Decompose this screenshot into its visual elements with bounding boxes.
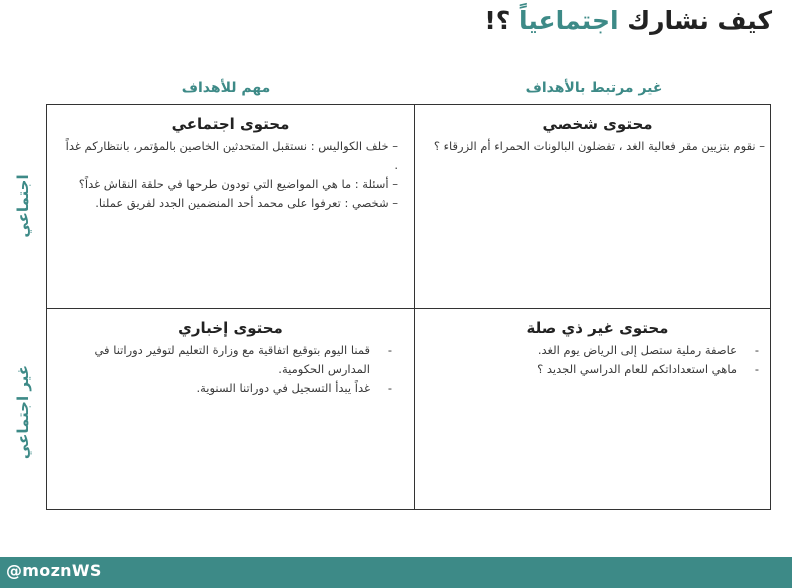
list-item: – خلف الكواليس : نستقبل المتحدثين الخاصين بالمؤتمر، بانتظاركم غداً . — [65, 139, 398, 172]
cell-list — [61, 137, 400, 213]
list-item: - غداً يبدأ التسجيل في دوراتنا السنوية. — [61, 379, 400, 398]
row-label-non-social: غير اجتماعي — [14, 364, 32, 460]
list-item: – أسئلة : ما هي المواضيع التي تودون طرحها في حلقة النقاش غداً؟ — [78, 177, 398, 191]
cell-irrelevant-content — [414, 309, 781, 512]
footer-bar — [0, 557, 792, 588]
list-item: – شخصي : تعرفوا على محمد أحد المنضمين الجدد لفريق عملنا. — [95, 196, 398, 210]
title-suffix: ؟! — [484, 6, 519, 35]
cell-personal-content — [414, 105, 781, 308]
cell-title: محتوى اجتماعي — [171, 115, 290, 133]
cell-list — [428, 137, 767, 156]
cell-title: محتوى غير ذي صلة — [526, 319, 669, 337]
title-prefix: كيف نشارك — [618, 6, 772, 35]
cell-title: محتوى إخباري — [178, 319, 283, 337]
cell-list — [428, 341, 767, 379]
list-item: – نقوم بتزيين مقر فعالية الغد ، تفضلون البالونات الحمراء أم الزرقاء ؟ — [433, 139, 765, 153]
list-item: - ماهي استعداداتكم للعام الدراسي الجديد ؟ — [428, 360, 767, 379]
row-label-social: اجتماعي — [14, 174, 32, 238]
cell-list — [61, 341, 400, 398]
cell-social-content — [47, 105, 414, 308]
footer-handle: @moznWS — [6, 561, 102, 580]
content-matrix — [46, 104, 771, 510]
title-highlight: اجتماعياً — [518, 6, 619, 35]
column-header-goal: مهم للأهداف — [181, 80, 271, 96]
page-title — [20, 4, 772, 38]
list-item: - عاصفة رملية ستصل إلى الرياض يوم الغد. — [428, 341, 767, 360]
cell-title: محتوى شخصي — [542, 115, 653, 133]
cell-news-content — [47, 309, 414, 512]
list-item: - قمنا اليوم بتوقيع اتفاقية مع وزارة التعليم لتوفير دوراتنا في المدارس الحكومية. — [61, 341, 400, 379]
column-header-not-goal: غير مرتبط بالأهداف — [525, 80, 663, 96]
